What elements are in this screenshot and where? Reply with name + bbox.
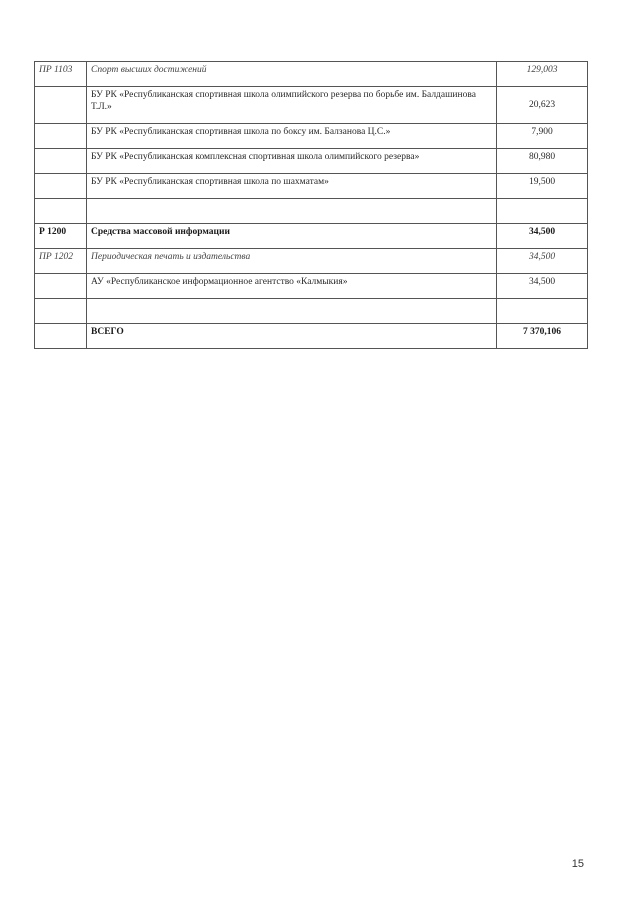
row-name: ВСЕГО bbox=[87, 324, 497, 349]
row-name: Периодическая печать и издательства bbox=[87, 249, 497, 274]
table-row-total bbox=[35, 324, 588, 349]
row-amount: 80,980 bbox=[497, 149, 588, 174]
row-code bbox=[35, 324, 87, 349]
row-amount: 20,623 bbox=[497, 87, 588, 124]
row-name: БУ РК «Республиканская спортивная школа олимпийского резерва по борьбе им. Балдашинова Т.Л.» bbox=[87, 87, 497, 124]
row-name: Спорт высших достижений bbox=[87, 62, 497, 87]
table-row-subsection-sport bbox=[35, 62, 588, 87]
row-name: Средства массовой информации bbox=[87, 224, 497, 249]
row-code: Р 1200 bbox=[35, 224, 87, 249]
row-amount bbox=[497, 299, 588, 324]
row-code bbox=[35, 87, 87, 124]
table-row bbox=[35, 274, 588, 299]
row-code: ПР 1202 bbox=[35, 249, 87, 274]
row-code bbox=[35, 124, 87, 149]
table-row bbox=[35, 87, 588, 124]
row-amount: 34,500 bbox=[497, 274, 588, 299]
row-amount: 34,500 bbox=[497, 224, 588, 249]
row-amount: 19,500 bbox=[497, 174, 588, 199]
table-row bbox=[35, 149, 588, 174]
row-code bbox=[35, 274, 87, 299]
table-row bbox=[35, 174, 588, 199]
row-code bbox=[35, 299, 87, 324]
row-amount: 34,500 bbox=[497, 249, 588, 274]
row-name: АУ «Республиканское информационное агентство «Калмыкия» bbox=[87, 274, 497, 299]
table-row-section-media bbox=[35, 224, 588, 249]
table-row-empty bbox=[35, 299, 588, 324]
table-row-subsection-print bbox=[35, 249, 588, 274]
row-code bbox=[35, 199, 87, 224]
page-number: 15 bbox=[571, 858, 584, 870]
row-name bbox=[87, 299, 497, 324]
row-amount bbox=[497, 199, 588, 224]
row-amount: 7 370,106 bbox=[497, 324, 588, 349]
row-amount: 129,003 bbox=[497, 62, 588, 87]
row-code bbox=[35, 149, 87, 174]
row-amount: 7,900 bbox=[497, 124, 588, 149]
row-name: БУ РК «Республиканская спортивная школа по боксу им. Балзанова Ц.С.» bbox=[87, 124, 497, 149]
row-name bbox=[87, 199, 497, 224]
row-name: БУ РК «Республиканская комплексная спортивная школа олимпийского резерва» bbox=[87, 149, 497, 174]
row-name: БУ РК «Республиканская спортивная школа по шахматам» bbox=[87, 174, 497, 199]
row-code: ПР 1103 bbox=[35, 62, 87, 87]
budget-table bbox=[34, 61, 588, 349]
row-code bbox=[35, 174, 87, 199]
table-row-empty bbox=[35, 199, 588, 224]
table-row bbox=[35, 124, 588, 149]
